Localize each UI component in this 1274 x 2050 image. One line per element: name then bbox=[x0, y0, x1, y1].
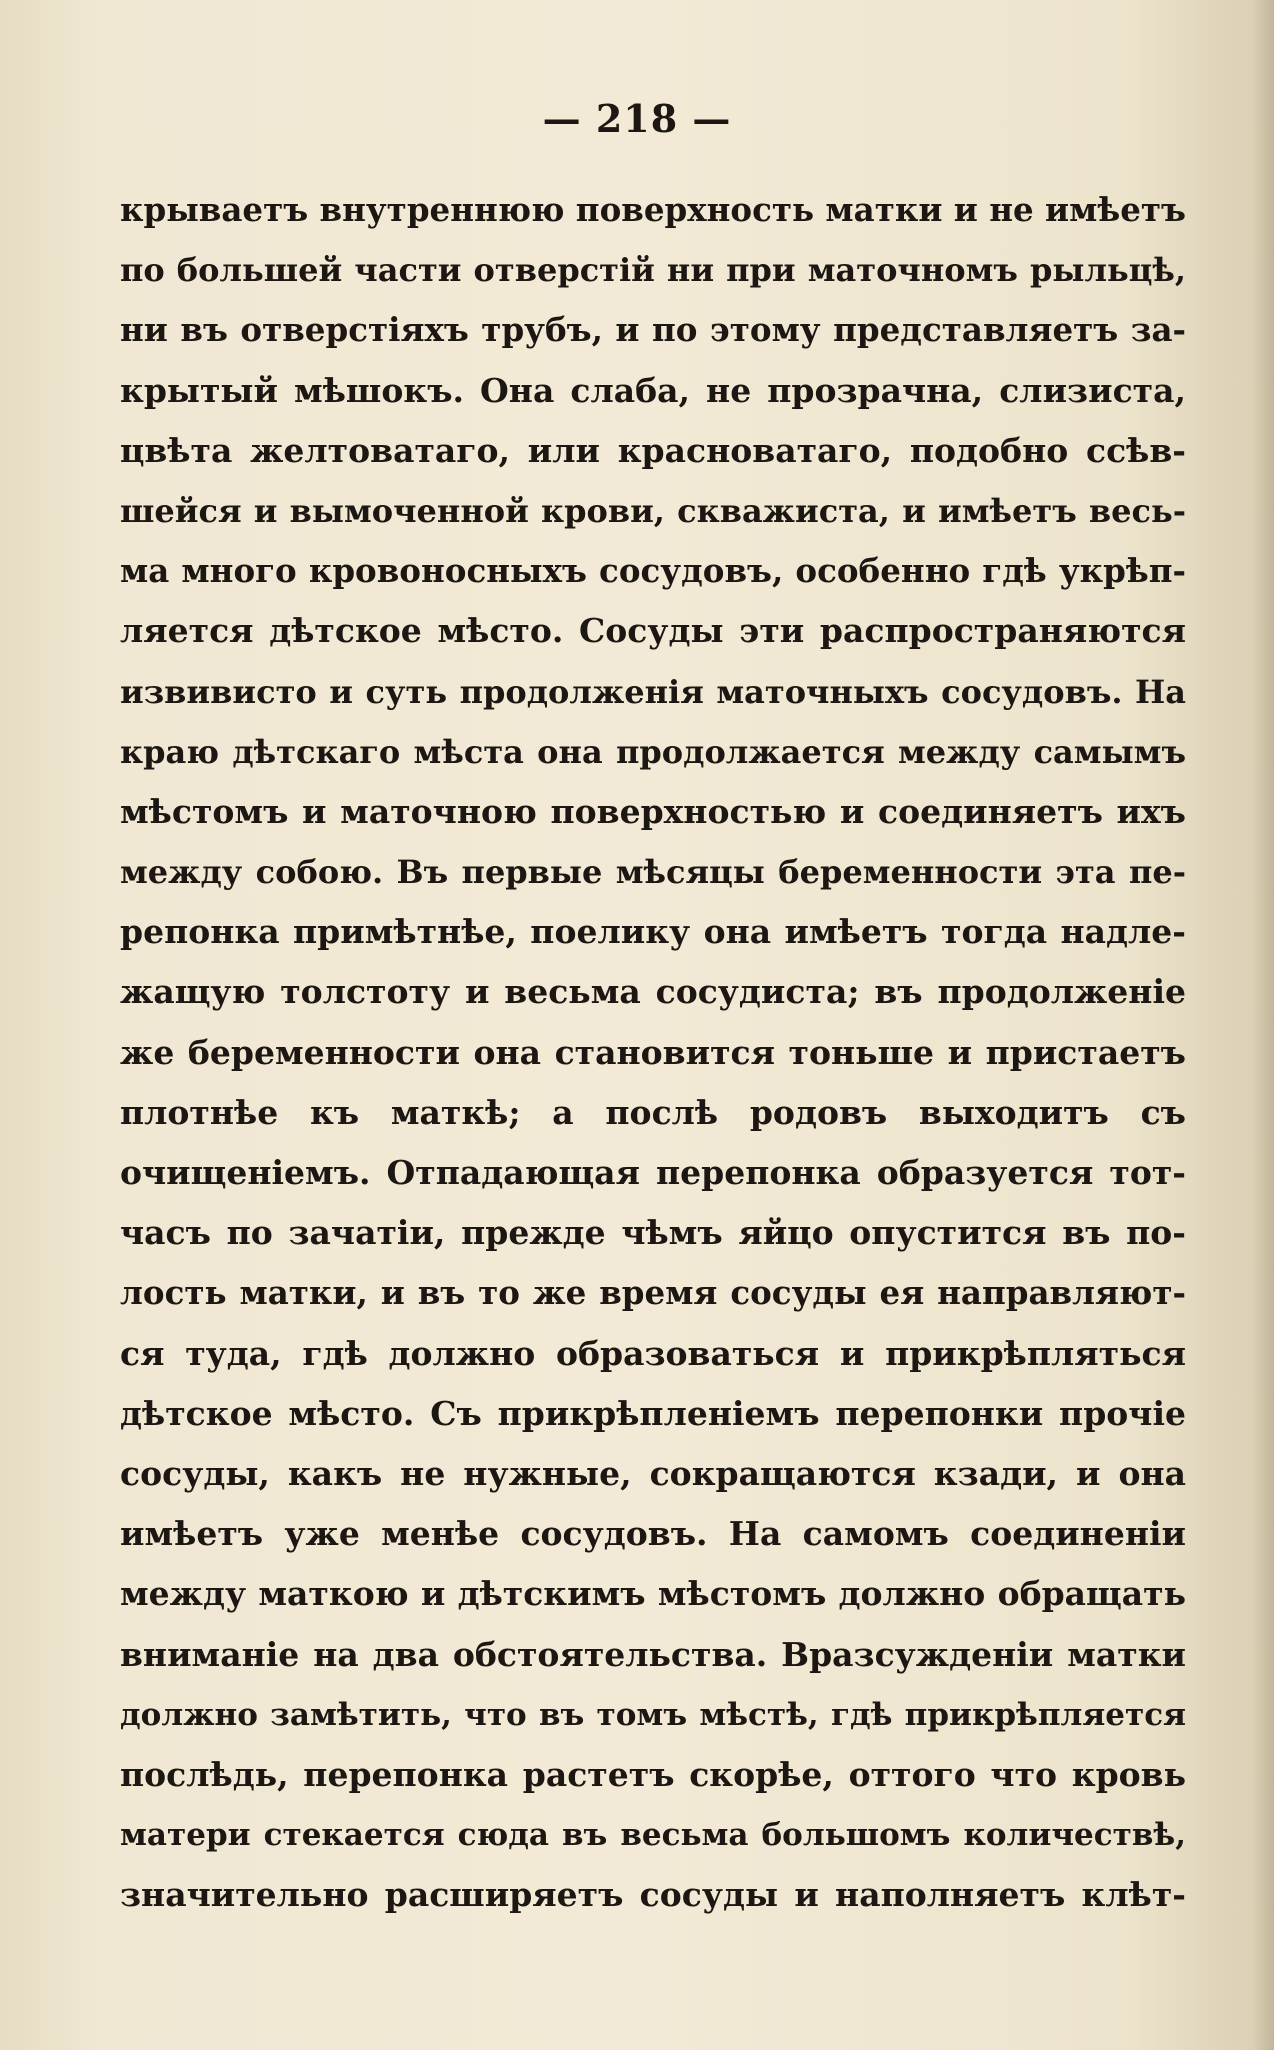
text-line: по большей части отверстій ни при маточномъ рыльцѣ, bbox=[120, 251, 1186, 290]
text-line: извивисто и суть продолженія маточныхъ сосудовъ. На bbox=[120, 672, 1186, 711]
text-line: должно замѣтить, что въ томъ мѣстѣ, гдѣ прикрѣпляется bbox=[120, 1696, 1186, 1733]
text-line: крываетъ внутреннюю поверхность матки и не имѣетъ bbox=[120, 190, 1186, 229]
text-line: шейся и вымоченной крови, скважиста, и имѣетъ весь- bbox=[120, 491, 1186, 530]
text-line: очищеніемъ. Отпадающая перепонка образуется тот- bbox=[120, 1153, 1186, 1192]
text-line: между маткою и дѣтскимъ мѣстомъ должно обращать bbox=[120, 1574, 1186, 1614]
text-line: крытый мѣшокъ. Она слаба, не прозрачна, слизиста, bbox=[120, 370, 1186, 410]
text-line: послѣдь, перепонка растетъ скорѣе, оттого что кровь bbox=[120, 1754, 1186, 1794]
text-line: лость матки, и въ то же время сосуды ея направляют- bbox=[120, 1273, 1186, 1313]
text-line: же беременности она становится тоньше и пристаетъ bbox=[120, 1032, 1186, 1072]
text-line: дѣтское мѣсто. Съ прикрѣпленіемъ перепонки прочіе bbox=[120, 1393, 1186, 1433]
text-line: цвѣта желтоватаго, или красноватаго, подобно ссѣв- bbox=[120, 430, 1186, 470]
text-line: мѣстомъ и маточною поверхностью и соединяетъ ихъ bbox=[120, 791, 1186, 831]
text-line: имѣетъ уже менѣе сосудовъ. На самомъ соединеніи bbox=[120, 1514, 1186, 1554]
text-line: вниманіе на два обстоятельства. Вразсужденіи матки bbox=[120, 1634, 1186, 1674]
page-number: — 218 — bbox=[542, 96, 732, 141]
page-edge-shadow bbox=[1252, 0, 1274, 2050]
text-line: краю дѣтскаго мѣста она продолжается между самымъ bbox=[120, 732, 1186, 771]
text-line: между собою. Въ первые мѣсяцы беременности эта пе- bbox=[120, 853, 1186, 892]
body-text bbox=[120, 180, 1186, 1925]
text-line: ляется дѣтское мѣсто. Сосуды эти распространяются bbox=[120, 611, 1186, 651]
text-line: матери стекается сюда въ весьма большомъ количествѣ, bbox=[120, 1817, 1186, 1854]
text-line: ма много кровоносныхъ сосудовъ, особенно гдѣ укрѣп- bbox=[120, 551, 1186, 591]
text-line: часъ по зачатіи, прежде чѣмъ яйцо опустится въ по- bbox=[120, 1213, 1186, 1253]
text-line: репонка примѣтнѣе, поелику она имѣетъ тогда надле- bbox=[120, 912, 1186, 952]
text-line: ся туда, гдѣ должно образоваться и прикрѣпляться bbox=[120, 1333, 1186, 1373]
text-line: ни въ отверстіяхъ трубъ, и по этому представляетъ за- bbox=[120, 310, 1186, 350]
text-line: плотнѣе къ маткѣ; а послѣ родовъ выходитъ съ bbox=[120, 1092, 1186, 1132]
text-line: значительно расширяетъ сосуды и наполняетъ клѣт- bbox=[120, 1875, 1186, 1915]
text-line: сосуды, какъ не нужные, сокращаются кзади, и она bbox=[120, 1453, 1186, 1493]
text-line: жащую толстоту и весьма сосудиста; въ продолженіе bbox=[120, 972, 1186, 1012]
